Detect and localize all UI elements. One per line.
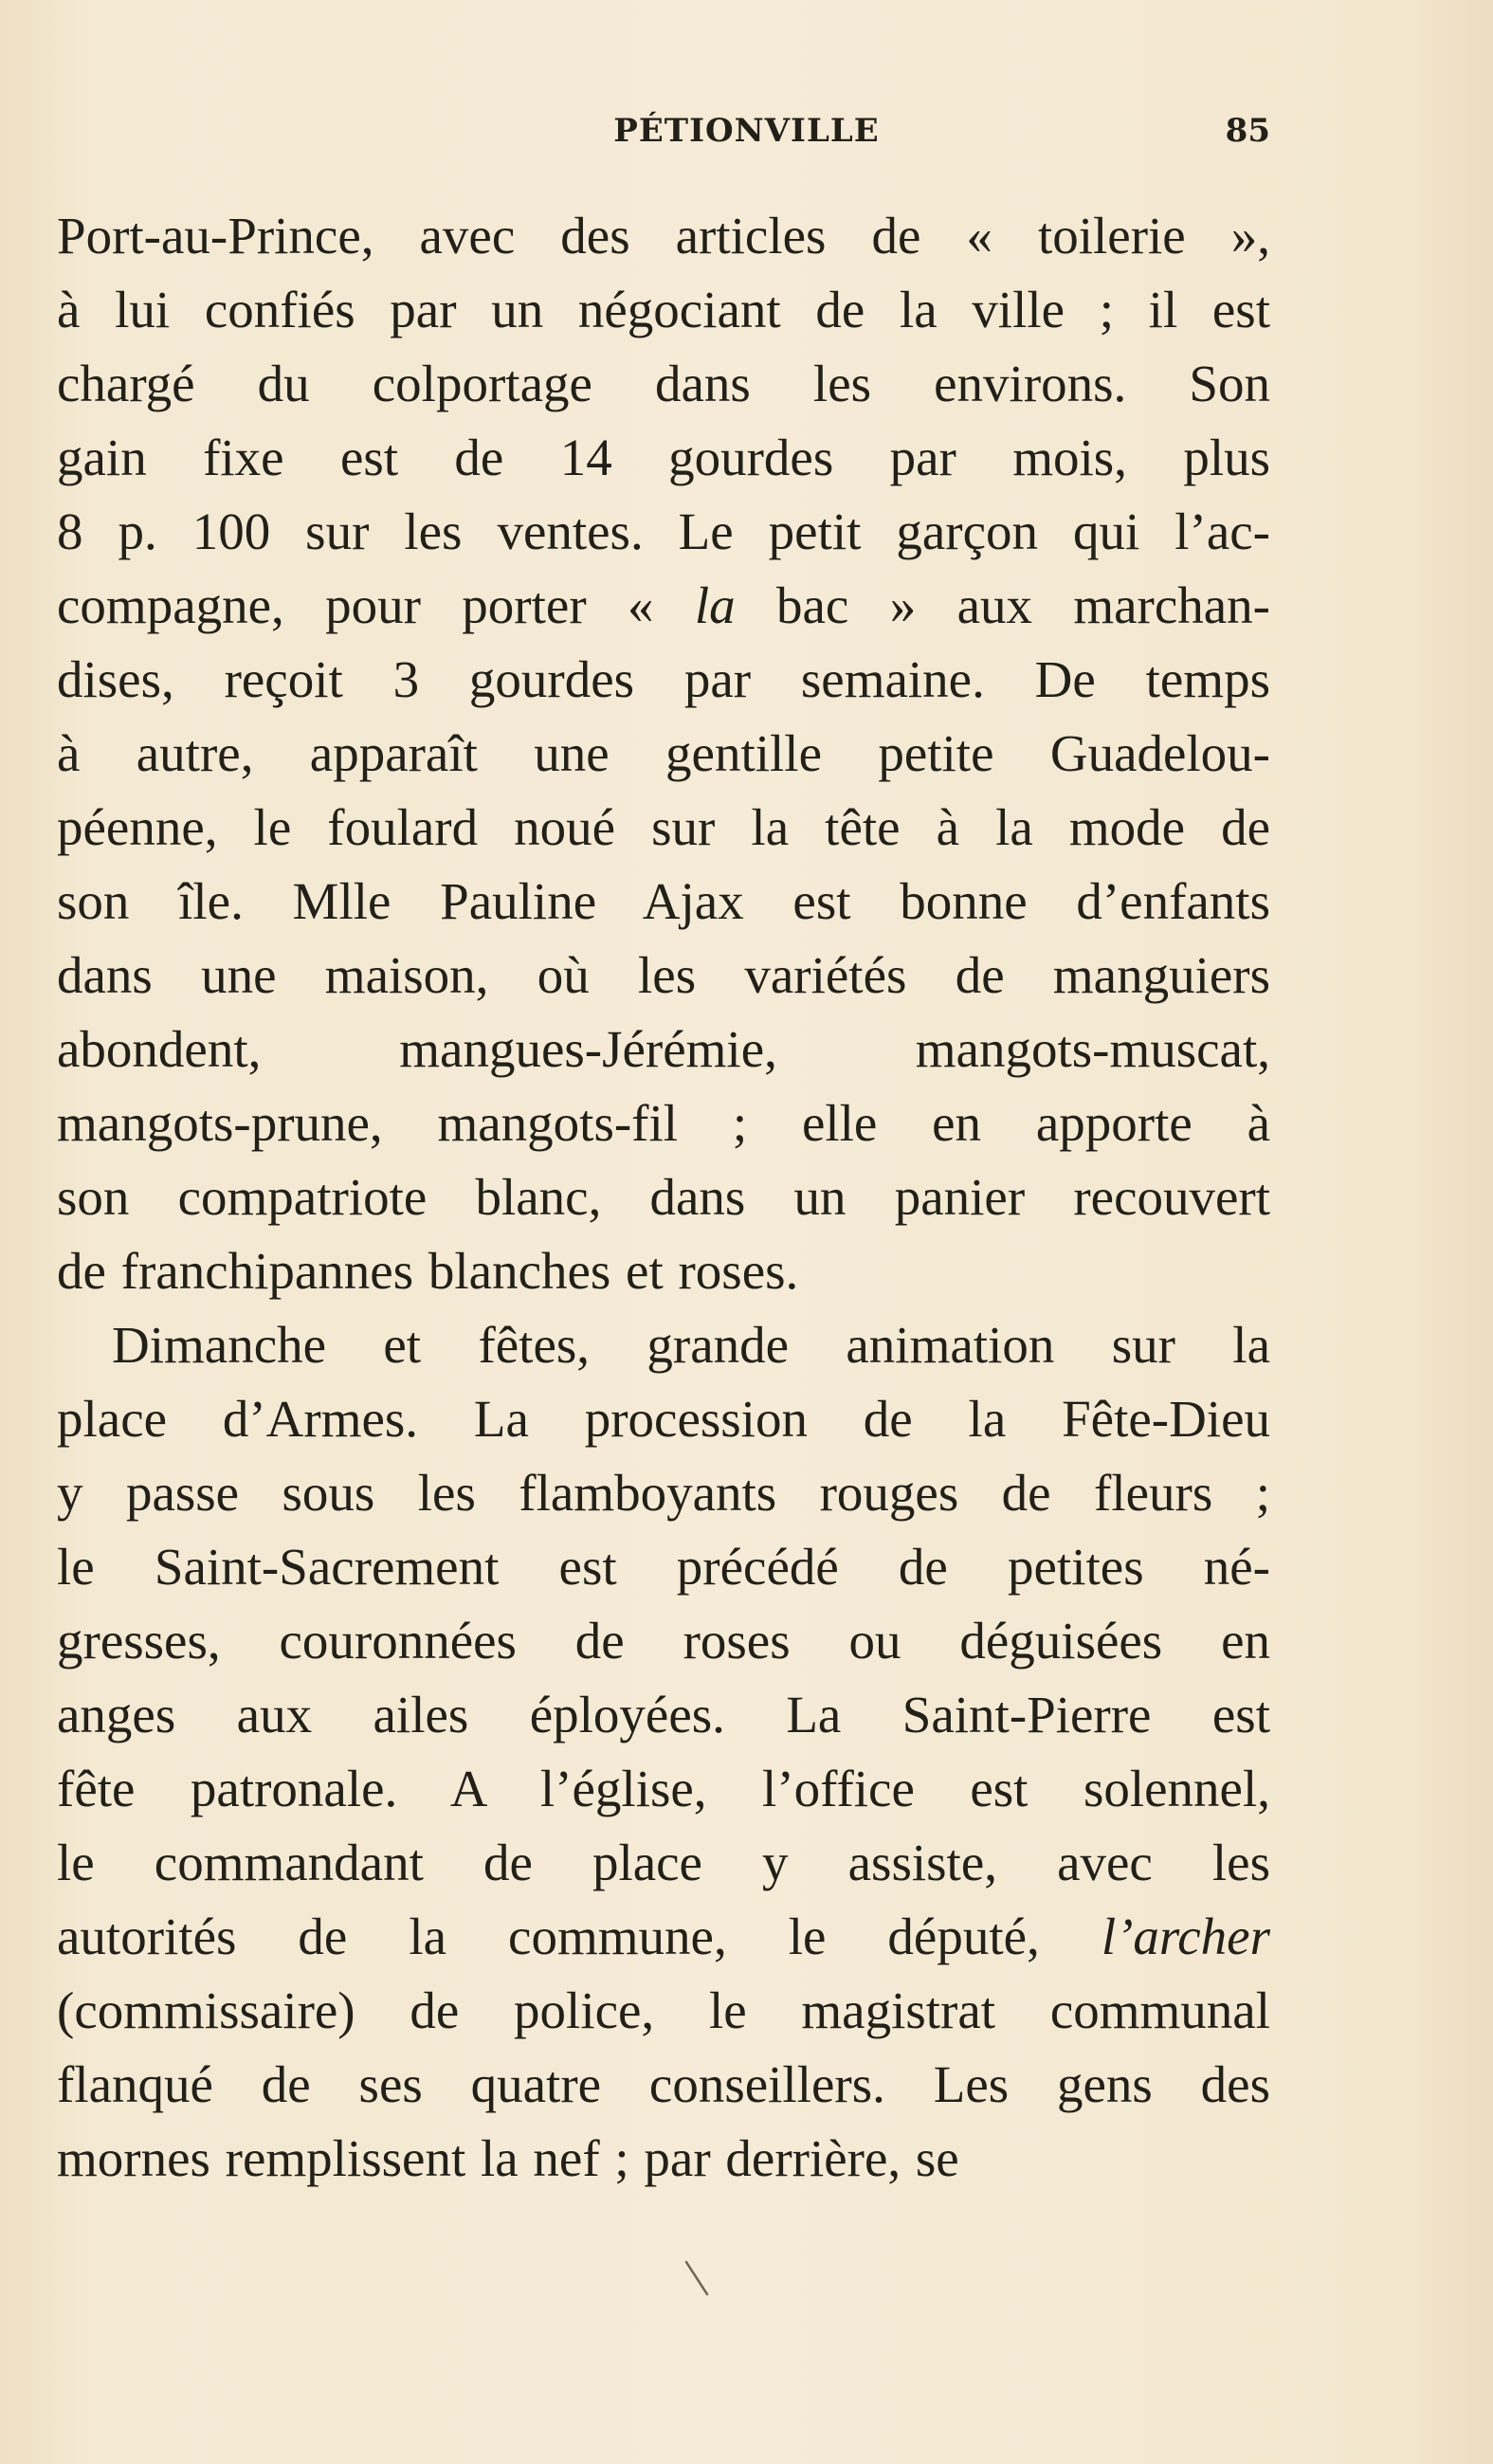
- text-segment: à lui confiés par un négociant de la ville ; il est: [57, 281, 1270, 338]
- text-segment: son île. Mlle Pauline Ajax est bonne d’enfants: [57, 872, 1270, 930]
- text-segment: le Saint-Sacrement est précédé de petites né-: [57, 1538, 1270, 1596]
- text-segment: y passe sous les flamboyants rouges de fleurs ;: [57, 1464, 1270, 1522]
- paragraph-1: [57, 199, 1270, 1308]
- text-segment: mangots-prune, mangots-fil ; elle en apporte à: [57, 1094, 1270, 1152]
- text-line: [57, 199, 1270, 273]
- text-segment: gain fixe est de 14 gourdes par mois, plus: [57, 429, 1270, 486]
- text-segment: fête patronale. A l’église, l’office est solennel,: [57, 1760, 1270, 1817]
- text-line: [57, 2122, 1270, 2196]
- text-line: [57, 1308, 1270, 1382]
- running-title: PÉTIONVILLE: [613, 112, 880, 150]
- text-line: [57, 1382, 1270, 1456]
- text-line: [57, 1530, 1270, 1604]
- text-line: [57, 1086, 1270, 1160]
- italic-text: l’archer: [1101, 1907, 1270, 1965]
- body-text: [57, 199, 1270, 2196]
- italic-text: la: [694, 576, 736, 634]
- text-line: [57, 791, 1270, 865]
- text-line: [57, 643, 1270, 717]
- text-segment: son compatriote blanc, dans un panier recouvert: [57, 1168, 1270, 1226]
- text-segment: Port-au-Prince, avec des articles de « toilerie »,: [57, 207, 1270, 265]
- text-line: [57, 1974, 1270, 2048]
- text-line: [57, 939, 1270, 1013]
- text-segment: dises, reçoit 3 gourdes par semaine. De temps: [57, 650, 1270, 708]
- text-line: [57, 273, 1270, 347]
- text-segment: (commissaire) de police, le magistrat communal: [57, 1981, 1270, 2039]
- text-line: [57, 865, 1270, 939]
- text-line: [57, 1013, 1270, 1086]
- text-segment: gresses, couronnées de roses ou déguisées en: [57, 1612, 1270, 1670]
- text-line: [57, 495, 1270, 569]
- text-segment: péenne, le foulard noué sur la tête à la mode de: [57, 798, 1270, 856]
- stray-mark: [681, 2258, 715, 2300]
- text-line: [57, 1160, 1270, 1234]
- text-segment: dans une maison, où les variétés de manguiers: [57, 946, 1270, 1004]
- text-line: [57, 421, 1270, 495]
- page-number: 85: [1225, 112, 1270, 150]
- text-segment: à autre, apparaît une gentille petite Guadelou-: [57, 724, 1270, 782]
- text-line: [57, 1752, 1270, 1826]
- text-segment: flanqué de ses quatre conseillers. Les gens des: [57, 2055, 1270, 2113]
- text-line: [57, 2048, 1270, 2122]
- text-segment: autorités de la commune, le député,: [57, 1907, 1102, 1965]
- text-line: [57, 1826, 1270, 1900]
- text-segment: 8 p. 100 sur les ventes. Le petit garçon qui l’ac-: [57, 502, 1270, 560]
- text-segment: de franchipannes blanches et roses.: [57, 1242, 799, 1300]
- text-segment: Dimanche et fêtes, grande animation sur la: [112, 1316, 1270, 1374]
- text-segment: le commandant de place y assiste, avec les: [57, 1834, 1270, 1891]
- text-segment: abondent, mangues-Jérémie, mangots-muscat,: [57, 1020, 1270, 1078]
- text-segment: compagne, pour porter «: [57, 576, 695, 634]
- text-segment: mornes remplissent la nef ; par derrière, se: [57, 2129, 959, 2187]
- text-line: [57, 1900, 1270, 1974]
- text-line: [57, 1678, 1270, 1752]
- text-line: [57, 569, 1270, 643]
- text-line: [57, 347, 1270, 421]
- text-segment: anges aux ailes éployées. La Saint-Pierre est: [57, 1686, 1270, 1743]
- text-line: [57, 1604, 1270, 1678]
- text-segment: bac » aux marchan-: [735, 576, 1270, 634]
- text-segment: chargé du colportage dans les environs. Son: [57, 355, 1270, 412]
- text-line: [57, 1456, 1270, 1530]
- text-line: [57, 1234, 1270, 1308]
- text-line: [57, 717, 1270, 791]
- paragraph-2: [57, 1308, 1270, 2196]
- text-segment: place d’Armes. La procession de la Fête-Dieu: [57, 1390, 1270, 1448]
